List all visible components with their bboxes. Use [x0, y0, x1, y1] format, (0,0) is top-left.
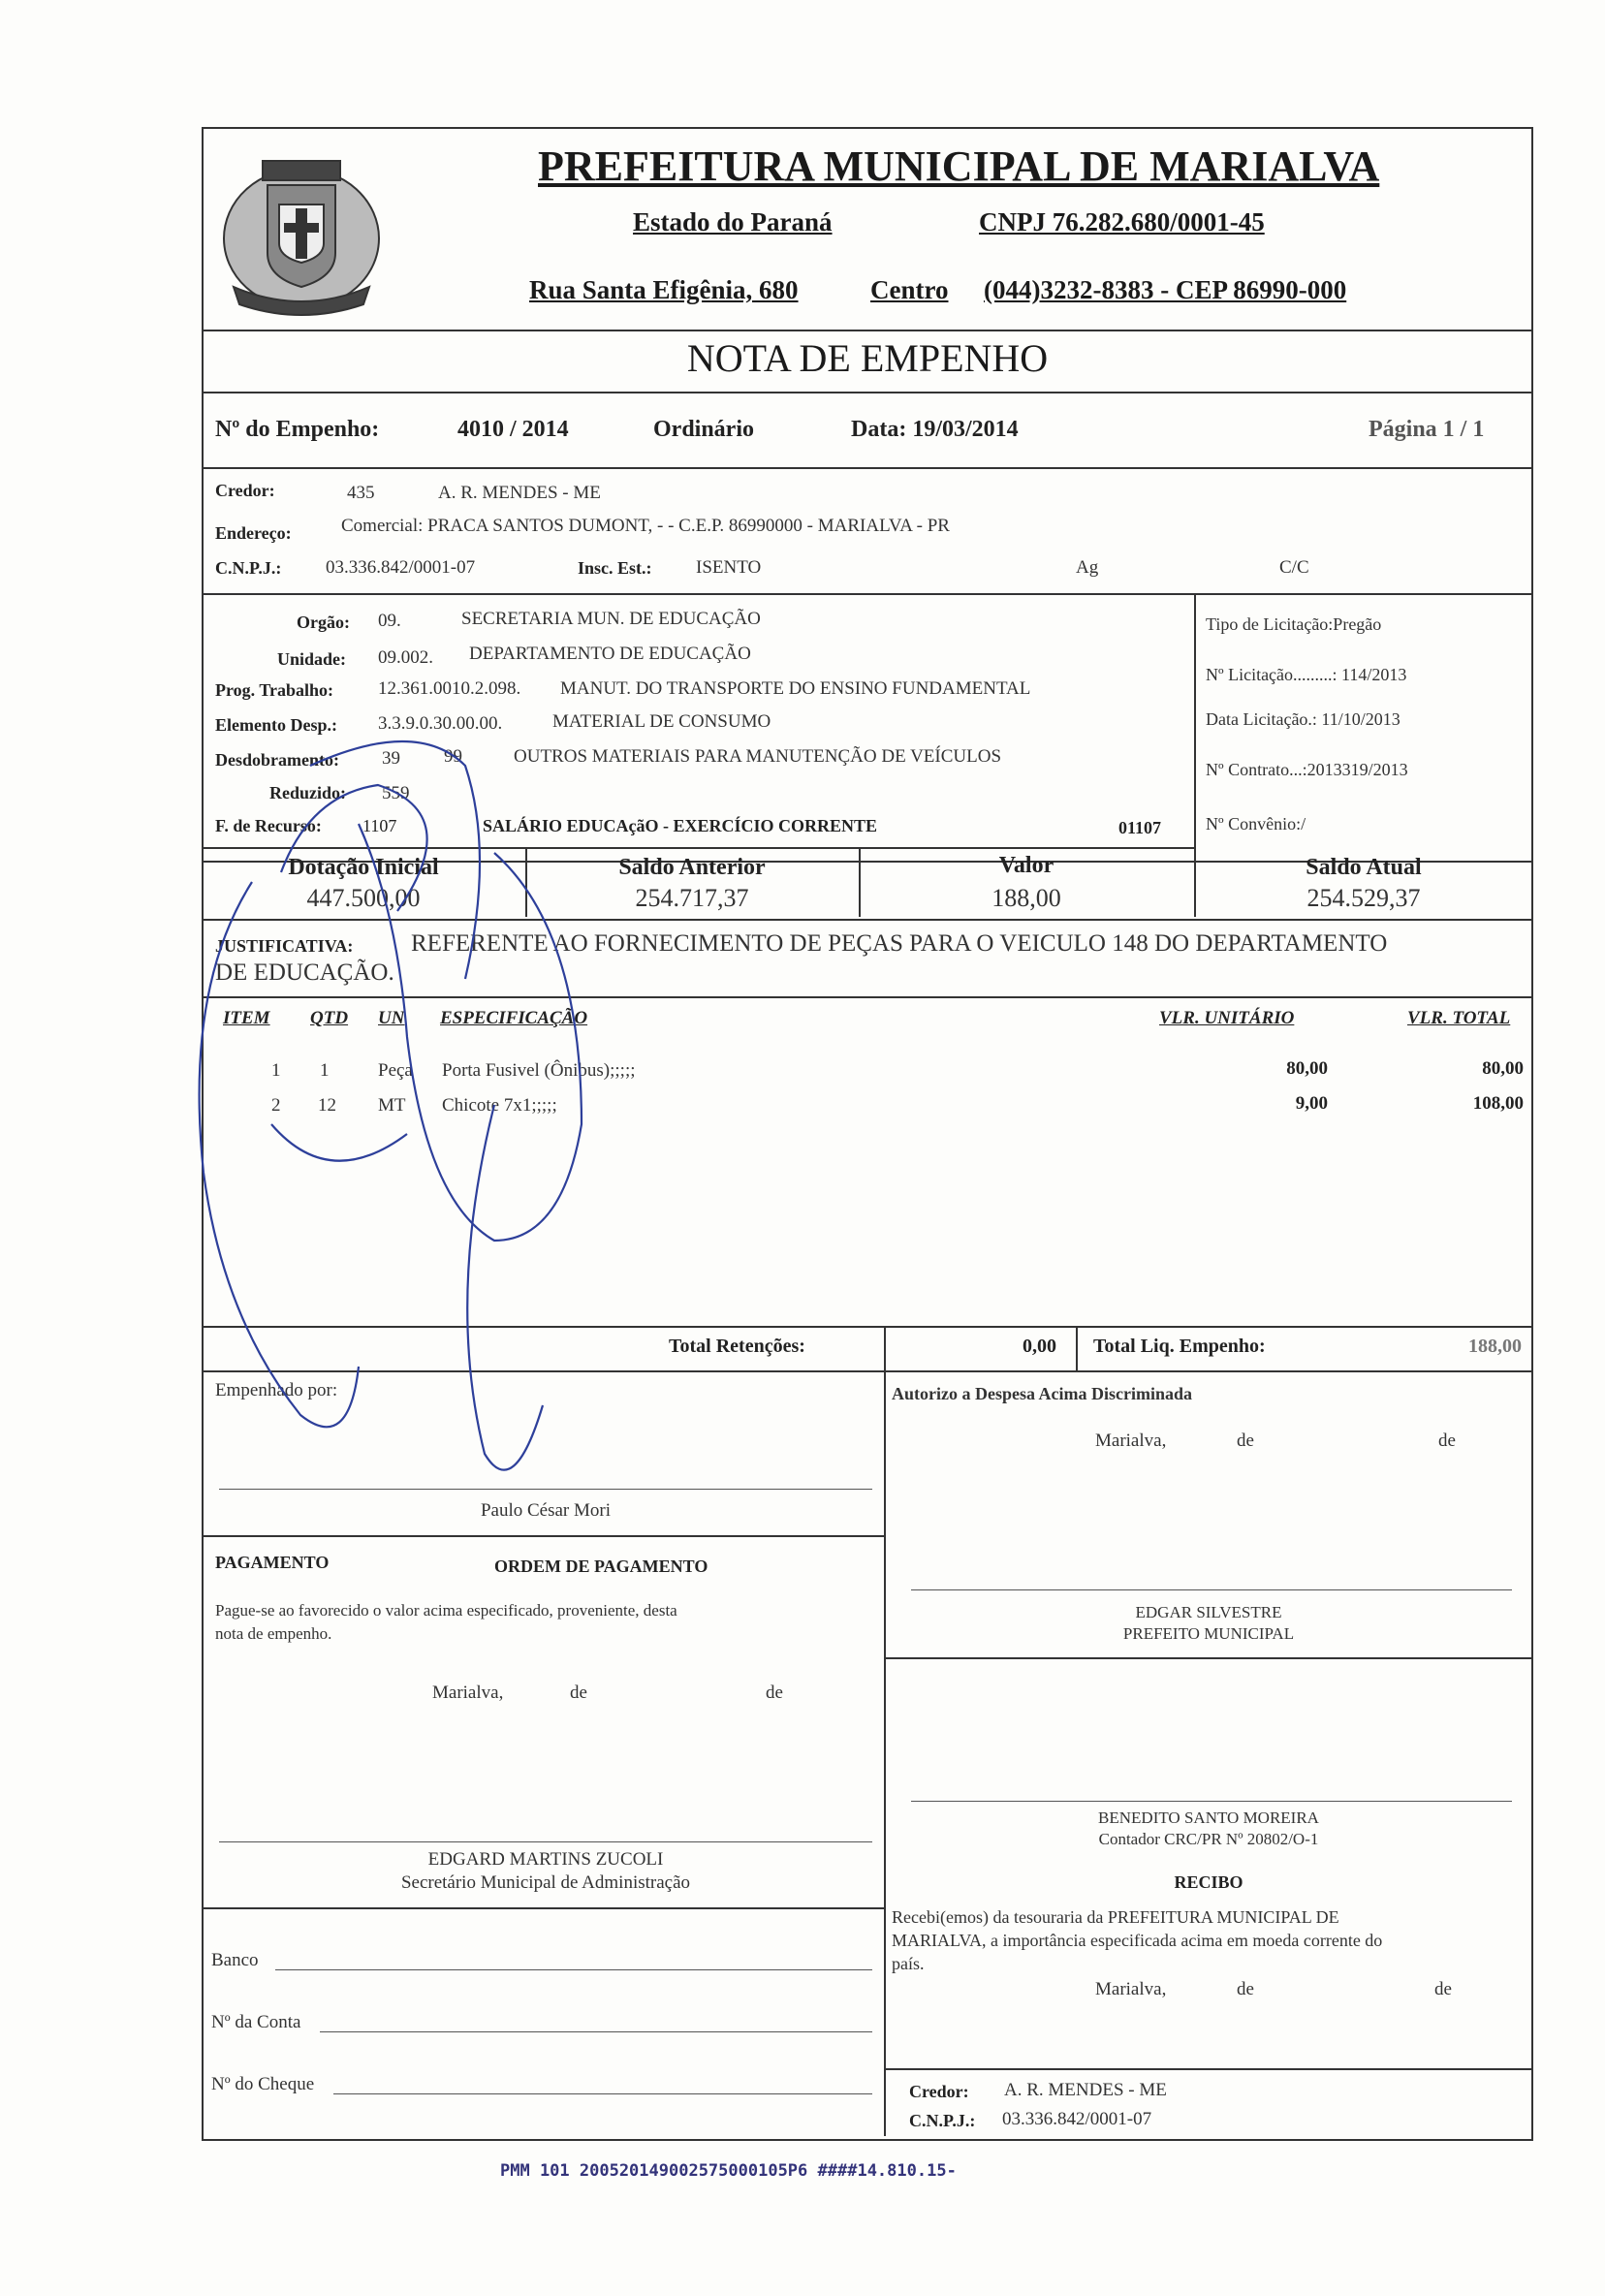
- recurso-code: 1107: [362, 816, 397, 835]
- recibo-de2: de: [1434, 1979, 1452, 1999]
- total-liq-label: Total Liq. Empenho:: [1093, 1336, 1266, 1357]
- orgao-desc: SECRETARIA MUN. DE EDUCAÇÃO: [461, 609, 761, 629]
- recibo-cnpj-label: C.N.P.J.:: [909, 2111, 976, 2130]
- pagamento-label: PAGAMENTO: [215, 1553, 330, 1572]
- justificativa-line1: REFERENTE AO FORNECIMENTO DE PEÇAS PARA O VEICULO 148 DO DEPARTAMENTO: [411, 930, 1388, 957]
- desdobramento-desc: OUTROS MATERIAIS PARA MANUTENÇÃO DE VEÍCULOS: [514, 746, 1002, 767]
- saldo-anterior-value: 254.717,37: [635, 884, 749, 912]
- contador-cargo: Contador CRC/PR Nº 20802/O-1: [1098, 1830, 1319, 1848]
- row2-desc: Chicote 7x1;;;;;: [442, 1095, 557, 1116]
- autorizo-de2: de: [1438, 1431, 1456, 1451]
- col-qtd: QTD: [310, 1008, 349, 1028]
- pagamento-de2: de: [766, 1683, 783, 1703]
- row2-unit: 9,00: [1295, 1093, 1328, 1114]
- pagamento-texto1: Pague-se ao favorecido o valor acima especificado, proveniente, desta: [215, 1601, 677, 1620]
- col-especificacao: ESPECIFICAÇÃO: [440, 1008, 588, 1028]
- reduzido-label: Reduzido:: [269, 783, 347, 802]
- page-number: Página 1 / 1: [1369, 417, 1485, 442]
- endereco-value: Comercial: PRACA SANTOS DUMONT, - - C.E.P. 86990000 - MARIALVA - PR: [341, 516, 950, 536]
- credor-name: A. R. MENDES - ME: [438, 483, 601, 503]
- empenho-number: 4010 / 2014: [457, 417, 569, 442]
- valor-value: 188,00: [991, 884, 1061, 912]
- recibo-de1: de: [1237, 1979, 1254, 1999]
- orgao-code: 09.: [378, 611, 401, 631]
- recibo-label: RECIBO: [1174, 1872, 1243, 1892]
- total-liq-value: 188,00: [1468, 1336, 1522, 1357]
- empenho-date: Data: 19/03/2014: [851, 417, 1019, 442]
- row2-qtd: 12: [318, 1095, 336, 1116]
- credor-label: Credor:: [215, 481, 275, 500]
- conta-corrente-label: C/C: [1279, 557, 1309, 578]
- row1-total: 80,00: [1482, 1058, 1524, 1079]
- contador-nome: BENEDITO SANTO MOREIRA: [1098, 1808, 1319, 1827]
- credor-code: 435: [347, 483, 375, 503]
- data-licitacao: Data Licitação.: 11/10/2013: [1206, 709, 1400, 729]
- insc-value: ISENTO: [696, 557, 762, 578]
- handwritten-signature: [174, 737, 659, 1502]
- elemento-desc: MATERIAL DE CONSUMO: [552, 711, 771, 732]
- row1-item: 1: [271, 1060, 281, 1081]
- page-title: PREFEITURA MUNICIPAL DE MARIALVA: [538, 142, 1380, 190]
- recibo-credor: A. R. MENDES - ME: [1004, 2080, 1167, 2100]
- elemento-code: 3.3.9.0.30.00.00.: [378, 713, 503, 734]
- numero-conta-label: Nº da Conta: [211, 2012, 301, 2032]
- desdobramento-code: 39: [382, 748, 400, 769]
- cnpj-label: CNPJ 76.282.680/0001-45: [979, 207, 1265, 236]
- recibo-texto3: país.: [892, 1954, 925, 1973]
- prog-desc: MANUT. DO TRANSPORTE DO ENSINO FUNDAMENTAL: [560, 678, 1031, 699]
- elemento-label: Elemento Desp.:: [215, 715, 337, 735]
- barcode-text: PMM 101 200520149002575000105P6 ####14.810.15-: [500, 2161, 957, 2181]
- row2-total: 108,00: [1472, 1093, 1524, 1114]
- recibo-texto1: Recebi(emos) da tesouraria da PREFEITURA MUNICIPAL DE: [892, 1907, 1339, 1927]
- autorizo-de1: de: [1237, 1431, 1254, 1451]
- autorizo-marialva: Marialva,: [1095, 1431, 1167, 1451]
- row1-unit: 80,00: [1286, 1058, 1328, 1079]
- ordem-pagamento-label: ORDEM DE PAGAMENTO: [494, 1557, 708, 1576]
- autorizo-label: Autorizo a Despesa Acima Discriminada: [892, 1384, 1192, 1403]
- row2-un: MT: [378, 1095, 406, 1116]
- recibo-texto2: MARIALVA, a importância especificada acima em moeda corrente do: [892, 1931, 1383, 1950]
- phone-cep-label: (044)3232-8383 - CEP 86990-000: [984, 275, 1347, 304]
- col-item: ITEM: [223, 1008, 270, 1028]
- secretario-cargo: Secretário Municipal de Administração: [400, 1872, 691, 1893]
- empenho-number-label: Nº do Empenho:: [215, 417, 380, 442]
- justificativa-label: JUSTIFICATIVA:: [215, 936, 354, 956]
- prefeito-nome: EDGAR SILVESTRE: [1135, 1603, 1282, 1621]
- col-vlr-total: VLR. TOTAL: [1407, 1008, 1511, 1028]
- recibo-cnpj: 03.336.842/0001-07: [1002, 2109, 1152, 2129]
- pagamento-de1: de: [570, 1683, 587, 1703]
- numero-cheque-label: Nº do Cheque: [211, 2074, 315, 2094]
- tipo-licitacao: Tipo de Licitação:Pregão: [1206, 614, 1382, 634]
- reduzido-value: 559: [382, 783, 410, 803]
- prog-code: 12.361.0010.2.098.: [378, 678, 521, 699]
- insc-label: Insc. Est.:: [578, 558, 652, 578]
- saldo-anterior-label: Saldo Anterior: [618, 855, 766, 880]
- row1-un: Peça: [378, 1060, 413, 1081]
- document-title: NOTA DE EMPENHO: [686, 336, 1049, 380]
- recurso-label: F. de Recurso:: [215, 816, 322, 835]
- secretario-nome: EDGARD MARTINS ZUCOLI: [427, 1849, 664, 1870]
- row2-item: 2: [271, 1095, 281, 1116]
- desdobramento-code2: 99: [444, 746, 462, 767]
- address-label: Rua Santa Efigênia, 680: [529, 275, 799, 304]
- recurso-code-right: 01107: [1118, 818, 1162, 837]
- justificativa-line2: DE EDUCAÇÃO.: [215, 959, 394, 986]
- prog-label: Prog. Trabalho:: [215, 680, 334, 700]
- valor-label: Valor: [998, 853, 1054, 878]
- orgao-label: Orgão:: [297, 613, 350, 632]
- numero-contrato: Nº Contrato...:2013319/2013: [1206, 760, 1408, 779]
- empenhado-nome: Paulo César Mori: [480, 1500, 612, 1521]
- numero-convenio: Nº Convênio:/: [1206, 814, 1306, 833]
- recibo-marialva: Marialva,: [1095, 1979, 1167, 1999]
- total-retencoes-label: Total Retenções:: [669, 1336, 805, 1357]
- row1-qtd: 1: [320, 1060, 330, 1081]
- prefeito-cargo: PREFEITO MUNICIPAL: [1122, 1624, 1295, 1643]
- district-label: Centro: [870, 275, 949, 304]
- dotacao-inicial-value: 447.500,00: [306, 884, 421, 912]
- row1-desc: Porta Fusivel (Ônibus);;;;;: [442, 1060, 636, 1081]
- coat-of-arms-icon: [209, 142, 393, 326]
- state-label: Estado do Paraná: [633, 207, 833, 236]
- unidade-label: Unidade:: [277, 649, 347, 669]
- endereco-label: Endereço:: [215, 523, 292, 543]
- empenho-type: Ordinário: [653, 417, 755, 442]
- agencia-label: Ag: [1076, 557, 1099, 578]
- credor-cnpj: 03.336.842/0001-07: [326, 557, 476, 578]
- dotacao-inicial-label: Dotação Inicial: [288, 855, 439, 880]
- col-vlr-unitario: VLR. UNITÁRIO: [1159, 1008, 1295, 1028]
- recurso-desc: SALÁRIO EDUCAçãO - EXERCÍCIO CORRENTE: [483, 816, 878, 835]
- empenhado-por-label: Empenhado por:: [215, 1380, 338, 1400]
- saldo-atual-value: 254.529,37: [1306, 884, 1421, 912]
- unidade-code: 09.002.: [378, 647, 433, 668]
- unidade-desc: DEPARTAMENTO DE EDUCAÇÃO: [469, 644, 751, 664]
- total-retencoes-value: 0,00: [1023, 1336, 1056, 1357]
- desdobramento-label: Desdobramento:: [215, 750, 339, 770]
- col-un: UN: [378, 1008, 405, 1028]
- recibo-credor-label: Credor:: [909, 2082, 969, 2101]
- saldo-atual-label: Saldo Atual: [1306, 855, 1422, 880]
- pagamento-marialva: Marialva,: [432, 1683, 504, 1703]
- banco-label: Banco: [211, 1950, 259, 1970]
- credor-cnpj-label: C.N.P.J.:: [215, 558, 282, 578]
- pagamento-texto2: nota de empenho.: [215, 1624, 332, 1643]
- numero-licitacao: Nº Licitação.........: 114/2013: [1206, 665, 1407, 684]
